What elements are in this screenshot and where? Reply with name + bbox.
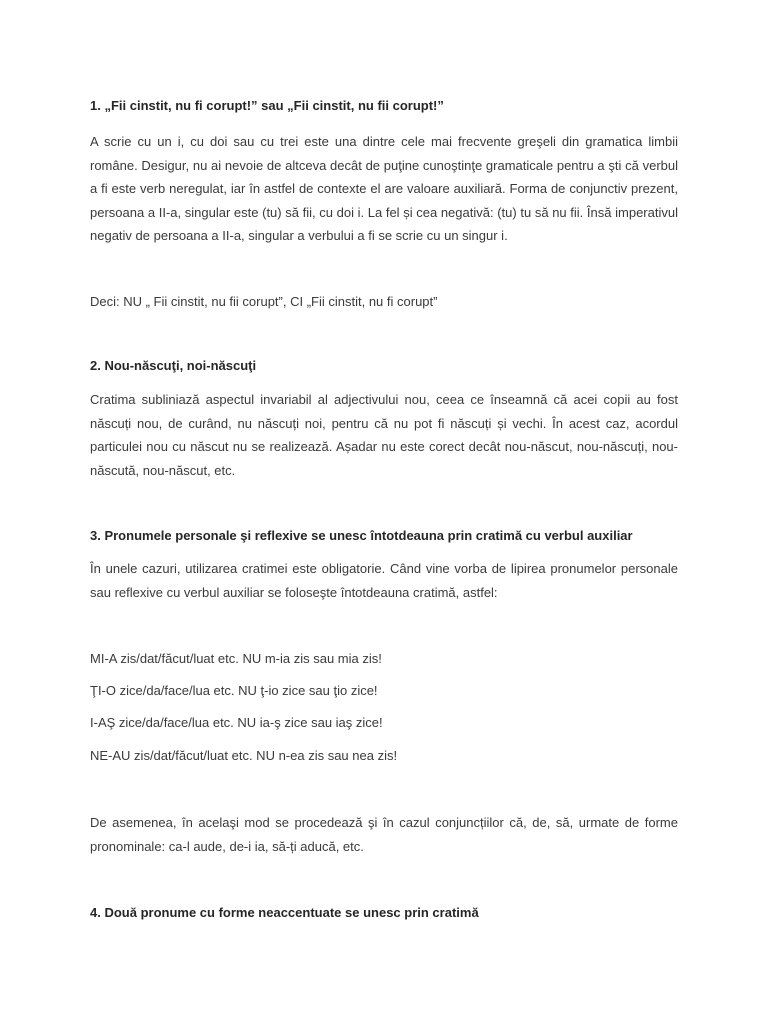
section-2-body: Cratima subliniază aspectul invariabil al adjectivului nou, ceea ce înseamnă că acei copii au fost născuți nou, de curând, nu născuți noi, pentru că nu pot fi născuți și vechi. În acest caz, acordul particulei nou cu născut nu se realizează. Așadar nu este corect decât nou-născut, nou-născuți, nou-născută, nou-născut, etc. xyxy=(90,392,678,478)
section-3-example-3: I-AŞ zice/da/face/lua etc. NU ia-ş zice sau iaş zice! xyxy=(90,715,383,730)
section-3-example-2: ŢI-O zice/da/face/lua etc. NU ţ-io zice sau ţio zice! xyxy=(90,683,378,698)
section-3-example-4: NE-AU zis/dat/făcut/luat etc. NU n-ea zis sau nea zis! xyxy=(90,748,398,763)
section-3-body: În unele cazuri, utilizarea cratimei este obligatorie. Când vine vorba de lipirea pronumelor personale sau reflexive cu verbul auxiliar se foloseşte întotdeauna cratimă, astfel: xyxy=(90,561,678,600)
section-3-heading: 3. Pronumele personale şi reflexive se unesc întotdeauna prin cratimă cu verbul auxiliar xyxy=(90,528,633,543)
section-1-body: A scrie cu un i, cu doi sau cu trei este una dintre cele mai frecvente greşeli din gramatica limbii române. Desigur, nu ai nevoie de altceva decât de puţine cunoştinţe gramaticale pentru a şti că verbul a fi este verb neregulat, iar în astfel de contexte el are valoare auxiliară. Forma de conjunctiv prezent, persoana a II-a, singular este (tu) să fii, cu doi i. La fel și cea negativă: (tu) tu să nu fii. Însă imperativul negativ de persoana a II-a, singular a verbului a fi se scrie cu un singur i. xyxy=(90,134,678,243)
section-3-note: De asemenea, în acelaşi mod se procedează şi în cazul conjuncțiilor că, de, să, urmate de forme pronominale: ca-l aude, de-i ia, să-ți aducă, etc. xyxy=(90,815,678,854)
section-1-note: Deci: NU „ Fii cinstit, nu fii corupt”, CI „Fii cinstit, nu fi corupt” xyxy=(90,294,438,309)
section-1-heading: 1. „Fii cinstit, nu fi corupt!” sau „Fii cinstit, nu fii corupt!” xyxy=(90,98,444,113)
section-2-heading: 2. Nou-născuţi, noi-născuţi xyxy=(90,358,257,373)
section-4-heading: 4. Două pronume cu forme neaccentuate se unesc prin cratimă xyxy=(90,905,479,920)
section-3-example-1: MI-A zis/dat/făcut/luat etc. NU m-ia zis sau mia zis! xyxy=(90,651,382,666)
